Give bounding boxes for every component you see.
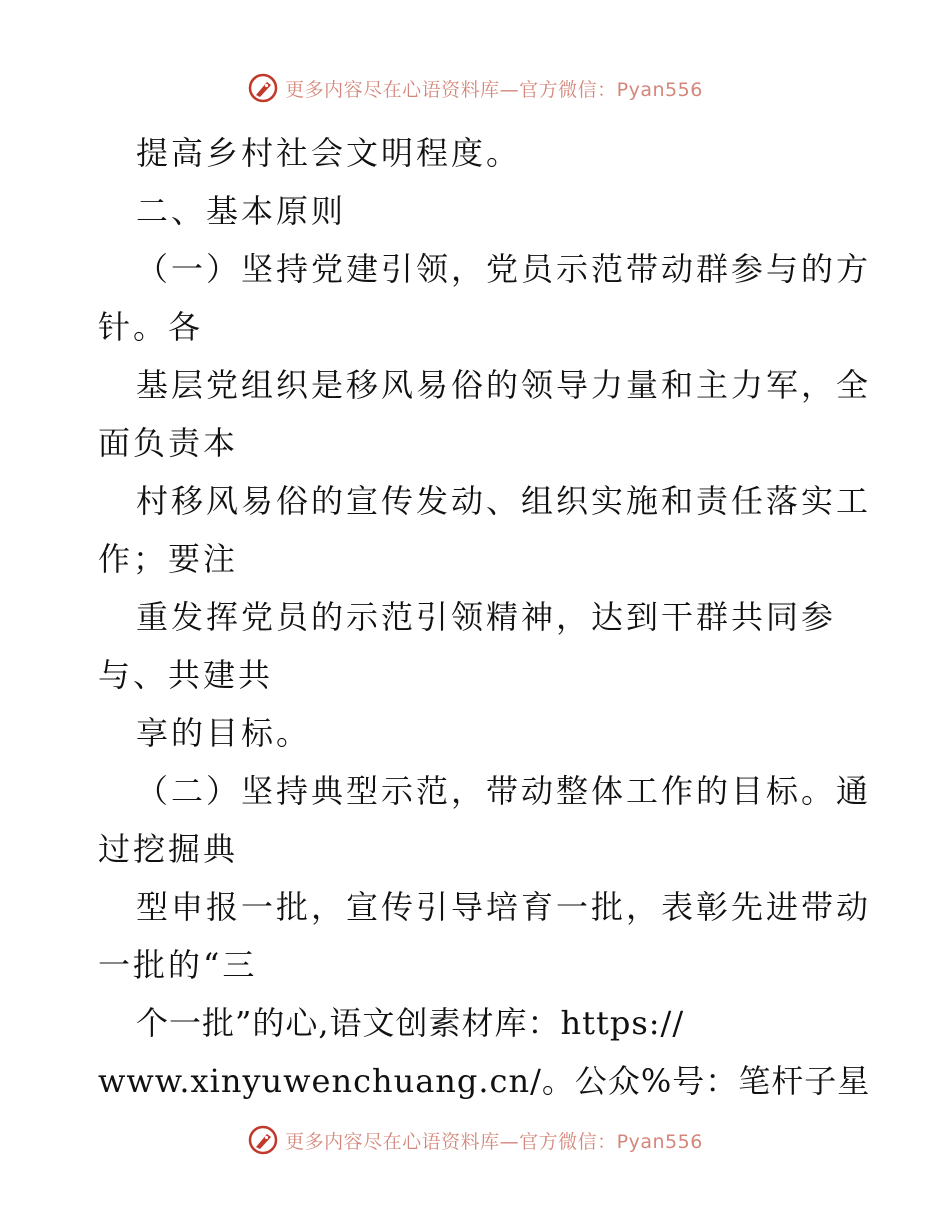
text-line: （二）坚持典型示范，带动整体工作的目标。通 bbox=[136, 772, 872, 810]
text-line: 村移风易俗的宣传发动、组织实施和责任落实工 bbox=[136, 482, 872, 520]
text-line: 面负责本 bbox=[98, 424, 239, 462]
text-line: 一批的“三 bbox=[98, 946, 258, 984]
text-line: www.xinyuwenchuang.cn/。公众%号：笔杆子星 bbox=[98, 1062, 871, 1100]
pen-nib-logo-icon bbox=[247, 72, 279, 104]
pen-nib-logo-icon bbox=[247, 1124, 279, 1156]
text-line: 个一批”的心,语文创素材库：https:// bbox=[136, 1004, 685, 1042]
text-line: 享的目标。 bbox=[136, 714, 312, 752]
text-line: （一）坚持党建引领，党员示范带动群参与的方 bbox=[136, 250, 872, 288]
section-heading: 二、基本原则 bbox=[136, 192, 347, 230]
text-line: 与、共建共 bbox=[98, 656, 274, 694]
watermark-text: 更多内容尽在心语资料库—官方微信：Pyan556 bbox=[285, 78, 703, 101]
text-line: 基层党组织是移风易俗的领导力量和主力军，全 bbox=[136, 366, 872, 404]
footer-watermark bbox=[0, 1124, 950, 1156]
text-line: 重发挥党员的示范引领精神，达到干群共同参 bbox=[136, 598, 837, 636]
text-line: 型申报一批，宣传引导培育一批，表彰先进带动 bbox=[136, 888, 872, 926]
document-body bbox=[98, 124, 872, 1110]
text-line: 作；要注 bbox=[98, 540, 239, 578]
header-watermark bbox=[0, 72, 950, 104]
text-line: 针。各 bbox=[98, 308, 204, 346]
watermark-text: 更多内容尽在心语资料库—官方微信：Pyan556 bbox=[285, 1130, 703, 1153]
text-line: 过挖掘典 bbox=[98, 830, 239, 868]
text-line: 提高乡村社会文明程度。 bbox=[136, 134, 522, 172]
